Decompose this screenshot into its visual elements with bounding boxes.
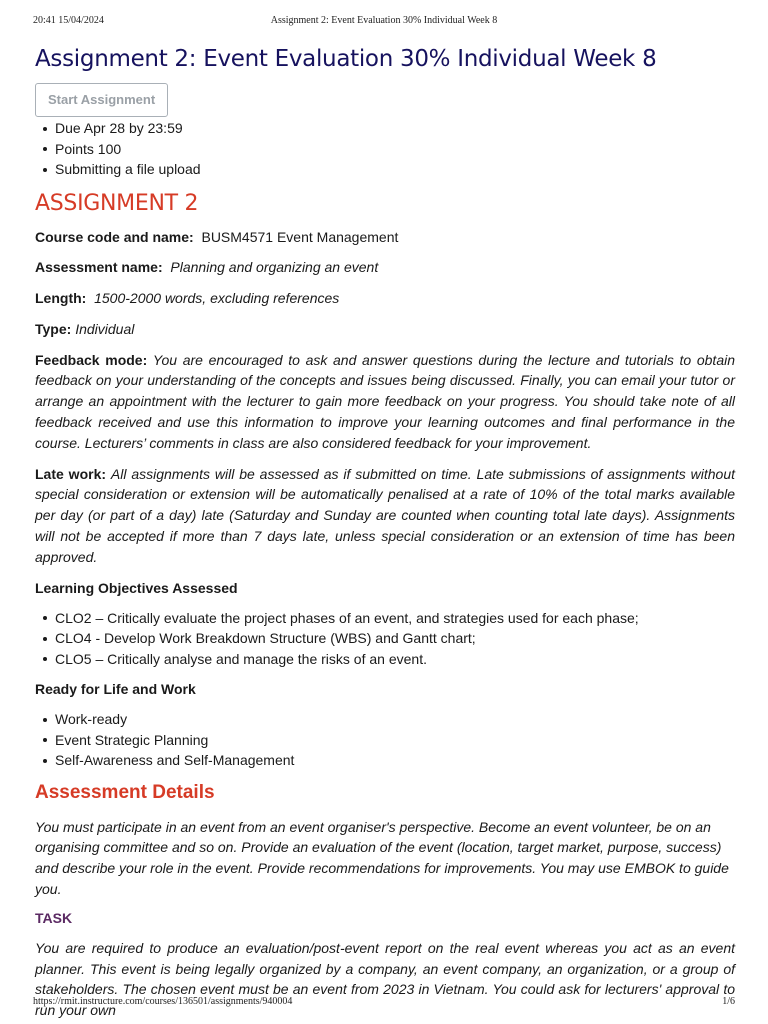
assignment-heading: ASSIGNMENT 2 — [35, 190, 199, 216]
assignment-meta-list — [35, 118, 735, 180]
page-title: Assignment 2: Event Evaluation 30% Individual Week 8 — [35, 46, 657, 72]
print-footer — [33, 996, 735, 1010]
ready-item: Work-ready — [35, 709, 735, 730]
late-work-field — [35, 464, 735, 568]
assessment-details-text: You must participate in an event from an event organiser's perspective. Become an event volunteer, be on an organising committee and so on. Provide an evaluation of the event (location, target market, purpose, success) and describe your role in the event. Provide recommendations for improvements. You may use EMBOK to guide you. — [35, 818, 729, 898]
start-assignment-button[interactable]: Start Assignment — [35, 83, 168, 117]
objective-item: CLO4 - Develop Work Breakdown Structure (WBS) and Gantt chart; — [35, 628, 735, 649]
print-header — [33, 15, 735, 29]
course-label: Course code and name: — [35, 228, 194, 245]
feedback-label: Feedback mode: — [35, 351, 148, 368]
type-label: Type: — [35, 320, 72, 337]
assessment-name-value: Planning and organizing an event — [170, 259, 379, 276]
feedback-value: You are encouraged to ask and answer questions during the lecture and tutorials to obtain feedback on your understanding of the concepts and issues being discussed. Finally, you can email your tutor or arrange an appointment with the lecturer to gain more feedback on your progress. You should take note of all feedback received and use this information to improve your learning outcomes and final performance in the course. Lecturers’ comments in class are also considered feedback for your improvement. — [35, 351, 735, 451]
assessment-name-label: Assessment name: — [35, 259, 163, 276]
type-field — [35, 319, 735, 340]
assignment-content — [35, 42, 735, 1021]
length-label: Length: — [35, 290, 87, 307]
length-value: 1500-2000 words, excluding references — [94, 290, 340, 307]
ready-item: Event Strategic Planning — [35, 730, 735, 751]
print-url: https://rmit.instructure.com/courses/136501/assignments/940004 — [33, 996, 293, 1007]
ready-list — [35, 709, 735, 771]
ready-heading: Ready for Life and Work — [35, 681, 196, 698]
objectives-list — [35, 608, 735, 670]
task-text: You are required to produce an evaluation/post-event report on the real event whereas you act as an event planner. This event is being legally organized by a company, an event company, an organization, or a group of stakeholders. The chosen event must be an event from 2023 in Vietnam. You could ask for lecturers' approval to run your own — [35, 939, 735, 1019]
print-timestamp: 20:41 15/04/2024 — [33, 15, 104, 26]
feedback-field — [35, 350, 735, 454]
course-field — [35, 227, 735, 248]
submission-type: Submitting a file upload — [35, 159, 735, 180]
task-heading: TASK — [35, 909, 73, 926]
assessment-details-heading: Assessment Details — [35, 781, 215, 803]
length-field — [35, 288, 735, 309]
type-value: Individual — [75, 320, 135, 337]
objective-item: CLO5 – Critically analyse and manage the risks of an event. — [35, 649, 735, 670]
course-value: BUSM4571 Event Management — [201, 228, 399, 245]
due-date: Due Apr 28 by 23:59 — [35, 118, 735, 139]
objectives-heading: Learning Objectives Assessed — [35, 579, 238, 596]
print-page-number: 1/6 — [722, 996, 735, 1007]
print-page-title: Assignment 2: Event Evaluation 30% Individual Week 8 — [270, 15, 498, 26]
late-work-label: Late work: — [35, 465, 107, 482]
assessment-name-field — [35, 257, 735, 278]
ready-item: Self-Awareness and Self-Management — [35, 750, 735, 771]
late-work-value: All assignments will be assessed as if submitted on time. Late submissions of assignments without special consideration or extension will be automatically penalised at a rate of 10% of the total marks available per day (or part of a day) late (Saturday and Sunday are counted when counting total late days). Assignments will not be accepted if more than 7 days late, unless special consideration or an extension of time has been approved. — [35, 465, 736, 565]
objective-item: CLO2 – Critically evaluate the project phases of an event, and strategies used for each phase; — [35, 608, 735, 629]
points: Points 100 — [35, 139, 735, 160]
